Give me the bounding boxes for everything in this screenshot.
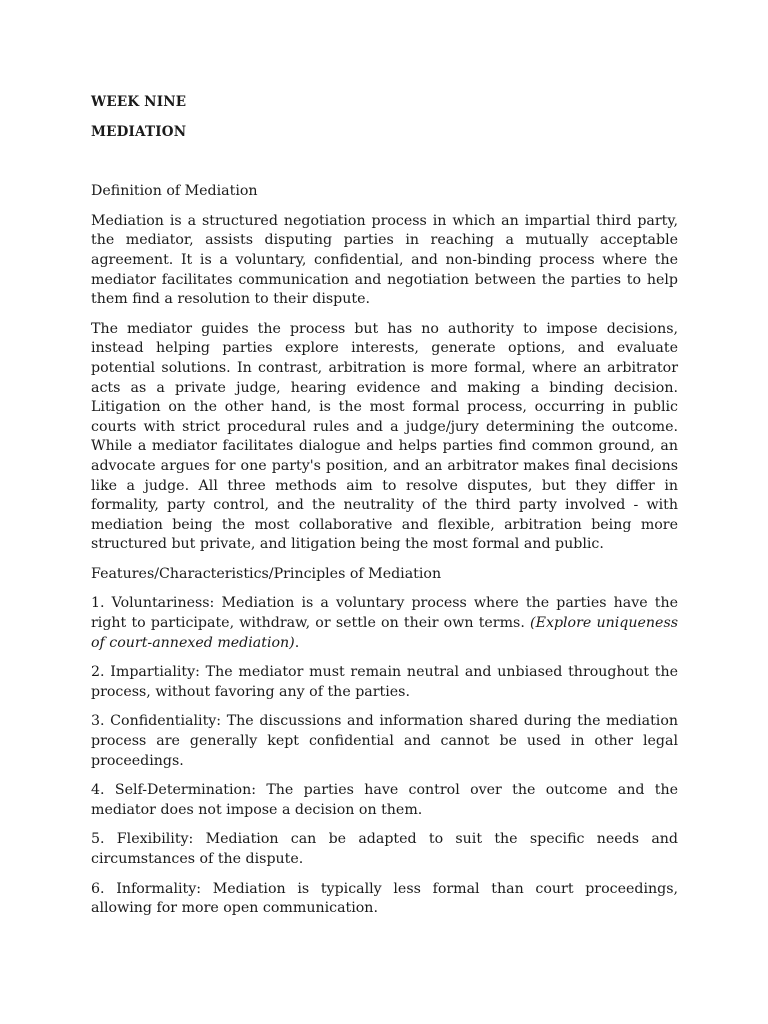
feature-note-suffix: . xyxy=(294,634,300,651)
feature-item: 6. Informality: Mediation is typically less formal than court proceedings, allowing for more open communication. xyxy=(91,880,678,917)
definition-paragraph: Mediation is a structured negotiation process in which an impartial third party, the mediator, assists disputing parties in reaching a mutually acceptable agreement. It is a voluntary, confidential, and non-binding process where the mediator facilitates communication and negotiation between the parties to help them find a resolution to their dispute. xyxy=(91,212,678,308)
comparison-paragraph: The mediator guides the process but has no authority to impose decisions, instead helping parties explore interests, generate options, and evaluate potential solutions. In contrast, arbitration is more formal, where an arbitrator acts as a private judge, hearing evidence and making a binding decision. Litigation on the other hand, is the most formal process, occurring in public courts with strict procedural rules and a judge/jury determining the outcome. While a mediator facilitates dialogue and helps parties find common ground, an advocate argues for one party's position, and an arbitrator makes final decisions like a judge. All three methods aim to resolve disputes, but they differ in formality, party control, and the neutrality of the third party involved - with mediation being the most collaborative and flexible, arbitration being more structured but private, and litigation being the most formal and public. xyxy=(91,320,678,553)
feature-item xyxy=(91,594,678,653)
week-heading: WEEK NINE xyxy=(91,94,187,110)
features-title: Features/Characteristics/Principles of Mediation xyxy=(91,565,442,582)
feature-item: 3. Confidentiality: The discussions and information shared during the mediation process are generally kept confidential and cannot be used in other legal proceedings. xyxy=(91,713,678,769)
feature-text: 1. Voluntariness: Mediation is a voluntary process where the parties have the right to participate, withdraw, or settle on their own terms. xyxy=(91,595,678,632)
feature-note: (Explore uniqueness of court-annexed mediation) xyxy=(91,615,679,651)
topic-heading: MEDIATION xyxy=(91,123,187,140)
definition-title: Definition of Mediation xyxy=(91,183,258,200)
feature-item: 2. Impartiality: The mediator must remain neutral and unbiased throughout the process, without favoring any of the parties. xyxy=(91,664,678,700)
feature-item: 4. Self-Determination: The parties have control over the outcome and the mediator does not impose a decision on them. xyxy=(91,782,678,818)
document-page xyxy=(91,93,678,929)
feature-item: 5. Flexibility: Mediation can be adapted to suit the specific needs and circumstances of the dispute. xyxy=(91,831,678,867)
